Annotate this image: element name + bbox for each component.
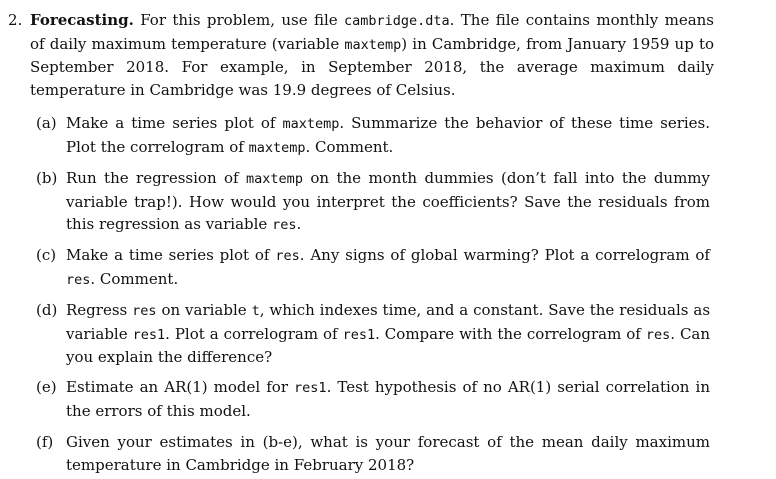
part-b-text bbox=[66, 167, 710, 237]
part-d-text-3: , which indexes time, and a constant. Save the residuals as variable bbox=[66, 301, 711, 343]
part-d-text-5: . Compare with the correlogram of bbox=[375, 324, 646, 343]
part-d bbox=[36, 299, 710, 369]
part-d-var-1: res bbox=[132, 303, 157, 319]
part-d-text bbox=[66, 299, 710, 369]
problem-intro bbox=[30, 9, 714, 101]
part-b-text-3: . bbox=[296, 215, 302, 233]
part-d-label: (d) bbox=[36, 301, 58, 319]
part-b-text-2: on the month dummies (don’t fall into the dummy variable trap!). How would you interpret the coefficients? Save the residuals from this regression as variable bbox=[66, 169, 711, 233]
part-d-var-3: res1 bbox=[132, 326, 166, 343]
part-f bbox=[36, 431, 710, 476]
part-d-var-4: res1 bbox=[342, 326, 376, 343]
part-f-text bbox=[66, 431, 710, 476]
variable-maxtemp: maxtemp bbox=[344, 36, 402, 53]
intro-text-1: For this problem, use file bbox=[133, 11, 344, 29]
part-f-label: (f) bbox=[36, 433, 54, 451]
part-d-text-6: . Can you explain the difference? bbox=[66, 324, 711, 366]
part-a bbox=[36, 112, 710, 159]
part-e-text-1: Estimate an AR(1) model for bbox=[66, 378, 295, 396]
part-e-text bbox=[66, 376, 710, 422]
part-e bbox=[36, 376, 710, 422]
part-a-label: (a) bbox=[36, 114, 57, 132]
part-f-text-1: Given your estimates in (b-e), what is your forecast of the mean daily maximum temperature in Cambridge in February 2018? bbox=[66, 433, 710, 474]
part-e-label: (e) bbox=[36, 378, 57, 396]
intro-text-3: ) in Cambridge, from January 1959 up to September 2018. For example, in September 2018, the average maximum daily temperature in Cambridge was 19.9 degrees of Celsius. bbox=[30, 34, 715, 99]
part-c-var-2: res bbox=[66, 271, 91, 288]
part-b-label: (b) bbox=[36, 169, 58, 187]
part-c-text-3: . Comment. bbox=[90, 269, 179, 288]
problem-title: Forecasting. bbox=[30, 11, 134, 29]
part-a-text-3: . Comment. bbox=[305, 137, 394, 156]
file-name: cambridge.dta bbox=[344, 13, 450, 29]
part-e-var-1: res1 bbox=[294, 380, 327, 396]
part-a-var-2: maxtemp bbox=[248, 139, 306, 156]
part-b bbox=[36, 167, 710, 237]
part-e-text-2: . Test hypothesis of no AR(1) serial correlation in the errors of this model. bbox=[66, 378, 710, 420]
part-c-text-1: Make a time series plot of bbox=[66, 246, 276, 264]
part-c-label: (c) bbox=[36, 246, 57, 264]
part-d-var-2: t bbox=[251, 303, 260, 319]
part-c-text bbox=[66, 244, 710, 291]
intro-text-2: . The file contains monthly means of daily maximum temperature (variable bbox=[30, 11, 714, 53]
part-a-text-1: Make a time series plot of bbox=[66, 114, 283, 132]
part-a-var-1: maxtemp bbox=[282, 116, 340, 132]
part-d-text-2: on variable bbox=[156, 301, 252, 319]
part-b-text-1: Run the regression of bbox=[66, 169, 247, 187]
part-c bbox=[36, 244, 710, 291]
part-d-var-5: res bbox=[645, 326, 671, 343]
part-c-text-2: . Any signs of global warming? Plot a correlogram of bbox=[299, 246, 710, 264]
part-b-var-1: maxtemp bbox=[246, 171, 303, 187]
part-a-text bbox=[66, 112, 710, 159]
problem-number: 2. bbox=[8, 11, 23, 29]
part-d-text-4: . Plot a correlogram of bbox=[165, 324, 343, 343]
part-d-text-1: Regress bbox=[66, 301, 133, 319]
part-c-var-1: res bbox=[275, 248, 300, 264]
problem-statement bbox=[8, 9, 715, 99]
part-b-var-2: res bbox=[272, 217, 297, 233]
part-a-text-2: . Summarize the behavior of these time series. Plot the correlogram of bbox=[66, 114, 711, 156]
